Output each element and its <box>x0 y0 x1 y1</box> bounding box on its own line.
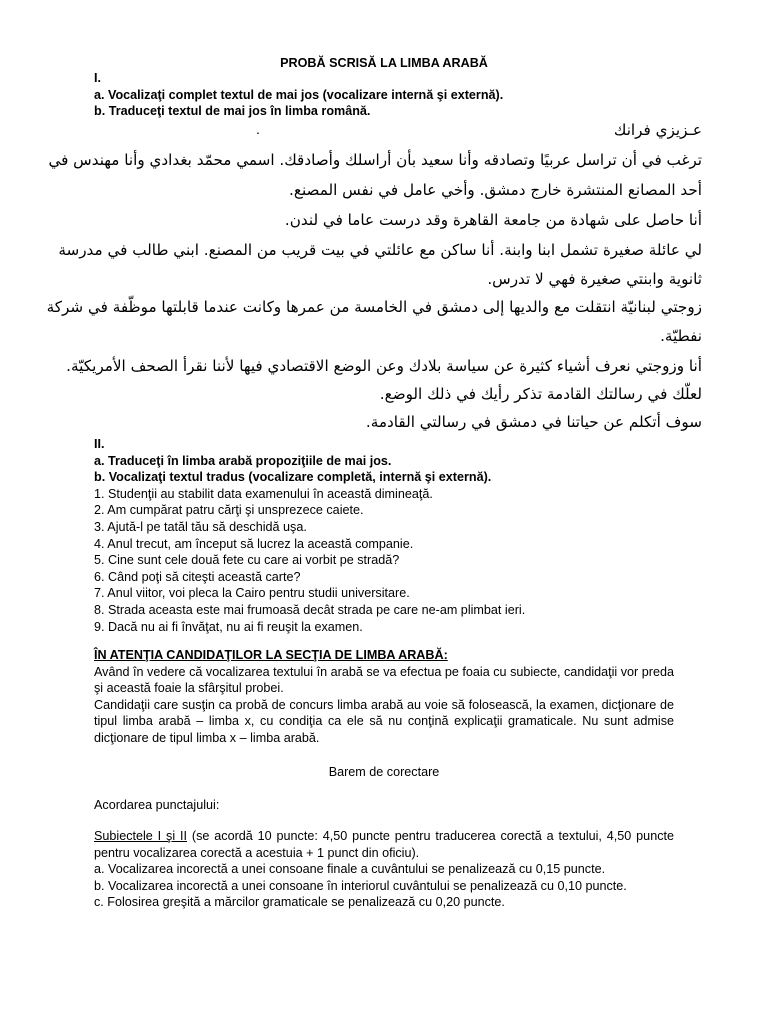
arabic-line: سوف أتكلم عن حياتنا في دمشق في رسالتي القادمة. <box>365 413 702 431</box>
section-1-instruction-a: a. Vocalizaţi complet textul de mai jos (vocalizare internă şi externă). <box>94 87 504 102</box>
subjects-text: (se acordă 10 puncte: 4,50 puncte pentru traducerea corectă a textului, 4,50 puncte pentru vocalizarea corectă a acestuia + 1 punct din oficiu). <box>94 829 674 860</box>
notice-heading: ÎN ATENŢIA CANDIDAŢILOR LA SECŢIA DE LIMBA ARABĂ: <box>94 648 448 662</box>
penalty-item: b. Vocalizarea incorectă a unei consoane în interiorul cuvântului se penalizează cu 0,10 puncte. <box>94 878 627 893</box>
arabic-line: زوجتي لبنانيّة انتقلت مع والديها إلى دمشق في الخامسة من عمرها وكانت عندما قابلتها موظّفة في شركة <box>46 298 702 316</box>
sentence-item: 6. Când poţi să citeşti această carte? <box>94 569 301 584</box>
arabic-line: نفطيّة. <box>660 327 702 345</box>
subjects-label: Subiectele I şi II <box>94 829 188 843</box>
scoring-heading: Acordarea punctajului: <box>94 798 220 812</box>
barem-title: Barem de corectare <box>328 765 440 779</box>
arabic-line: ترغب في أن تراسل عربيًا وتصادقه وأنا سعيد بأن أراسلك وأصادقك. اسمي محمّد بغدادي وأنا مهندس في <box>48 151 702 169</box>
stray-dot: . <box>256 121 260 137</box>
arabic-line: ثانوية وابنتي صغيرة فهي لا تدرس. <box>487 270 702 288</box>
sentence-item: 4. Anul trecut, am început să lucrez la această companie. <box>94 536 414 551</box>
candidates-notice <box>94 647 674 747</box>
arabic-line: أنا حاصل على شهادة من جامعة القاهرة وقد درست عاما في لندن. <box>284 211 702 229</box>
notice-paragraph: Candidaţii care susţin ca probă de concurs limba arabă au voie să folosească, la examen, dicţionare de tipul limba arabă – limba x, cu condiţia ca ele să nu conţină explicaţii gramaticale. Nu sunt admise dicţionare de tipul limba x – limba arabă. <box>94 697 674 745</box>
sentence-item: 9. Dacă nu ai fi învăţat, nu ai fi reuşit la examen. <box>94 619 363 634</box>
penalty-item: a. Vocalizarea incorectă a unei consoane finale a cuvântului se penalizează cu 0,15 puncte. <box>94 862 606 877</box>
section-2-instruction-a: a. Traduceţi în limba arabă propoziţiile de mai jos. <box>94 453 392 468</box>
arabic-line: لعلّك في رسالتك القادمة تذكر رأيك في ذلك الوضع. <box>379 385 702 403</box>
arabic-line: أنا وزوجتي نعرف أشياء كثيرة عن سياسة بلادك وعن الوضع الاقتصادي فيها لأننا نقرأ الصحف الأمريكيّة. <box>66 357 702 375</box>
section-1-heading: I. <box>94 71 101 85</box>
section-1-instruction-b: b. Traduceţi textul de mai jos în limba română. <box>94 104 371 119</box>
section-2-instruction-b: b. Vocalizaţi textul tradus (vocalizare completă, internă şi externă). <box>94 470 492 485</box>
section-2 <box>94 436 674 635</box>
sentence-item: 7. Anul viitor, voi pleca la Cairo pentru studii universitare. <box>94 586 410 601</box>
sentence-item: 5. Cine sunt cele două fete cu care ai vorbit pe stradă? <box>94 553 400 568</box>
penalty-item: c. Folosirea greşită a mărcilor gramaticale se penalizează cu 0,20 puncte. <box>94 895 505 910</box>
sentence-item: 1. Studenţii au stabilit data examenului în această dimineaţă. <box>94 486 433 501</box>
arabic-line: عـزيزي فرانك <box>613 121 702 139</box>
sentence-item: 2. Am cumpărat patru cărţi şi unsprezece caiete. <box>94 503 364 518</box>
section-1-instructions <box>94 70 674 120</box>
notice-paragraph: Având în vedere că vocalizarea textului în arabă se va efectua pe foaia cu subiecte, candidaţii vor preda şi această foaie la sfârşitul probei. <box>94 664 674 696</box>
sentence-item: 8. Strada aceasta este mai frumoasă decât strada pe care ne-am plimbat ieri. <box>94 602 526 617</box>
page-title: PROBĂ SCRISĂ LA LIMBA ARABĂ <box>280 56 488 70</box>
section-2-heading: II. <box>94 437 105 451</box>
sentence-item: 3. Ajută-l pe tatăl tău să deschidă uşa. <box>94 519 307 534</box>
scoring-details <box>94 828 674 911</box>
arabic-line: لي عائلة صغيرة تشمل ابنا وابنة. أنا ساكن مع عائلتي في بيت قريب من المصنع. ابني طالب في مدرسة <box>58 241 702 259</box>
subjects-paragraph <box>94 828 674 861</box>
arabic-line: أحد المصانع المنتشرة خارج دمشق. وأخي عامل في نفس المصنع. <box>289 181 702 199</box>
